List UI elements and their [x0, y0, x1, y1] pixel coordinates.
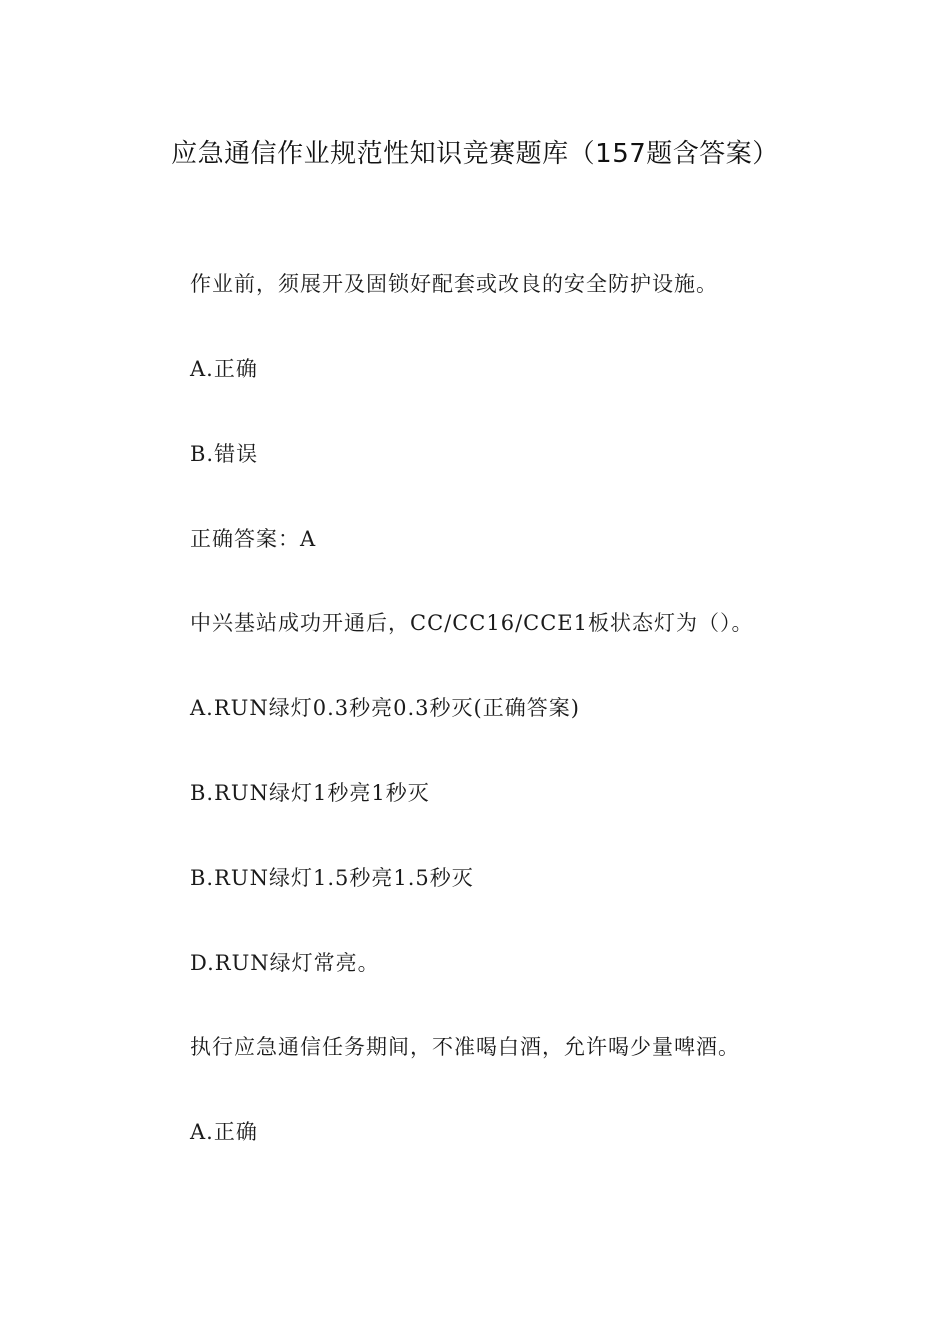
- question-3-option-a: A.正确: [190, 1120, 258, 1144]
- document-title: 应急通信作业规范性知识竞赛题库（157题含答案）: [171, 139, 779, 169]
- question-2-option-a: A.RUN绿灯0.3秒亮0.3秒灭(正确答案): [190, 696, 580, 720]
- question-2-option-c: B.RUN绿灯1.5秒亮1.5秒灭: [190, 866, 474, 890]
- question-3-text: 执行应急通信任务期间，不准喝白酒，允许喝少量啤酒。: [190, 1035, 740, 1059]
- question-1-option-a: A.正确: [190, 357, 258, 381]
- question-2-option-b: B.RUN绿灯1秒亮1秒灭: [190, 781, 430, 805]
- question-1-option-b: B.错误: [190, 442, 259, 466]
- question-2-text: 中兴基站成功开通后，CC/CC16/CCE1板状态灯为（）。: [190, 611, 754, 635]
- question-1-text: 作业前，须展开及固锁好配套或改良的安全防护设施。: [190, 272, 718, 296]
- question-1-answer: 正确答案：A: [190, 527, 317, 551]
- question-2-option-d: D.RUN绿灯常亮。: [190, 951, 380, 975]
